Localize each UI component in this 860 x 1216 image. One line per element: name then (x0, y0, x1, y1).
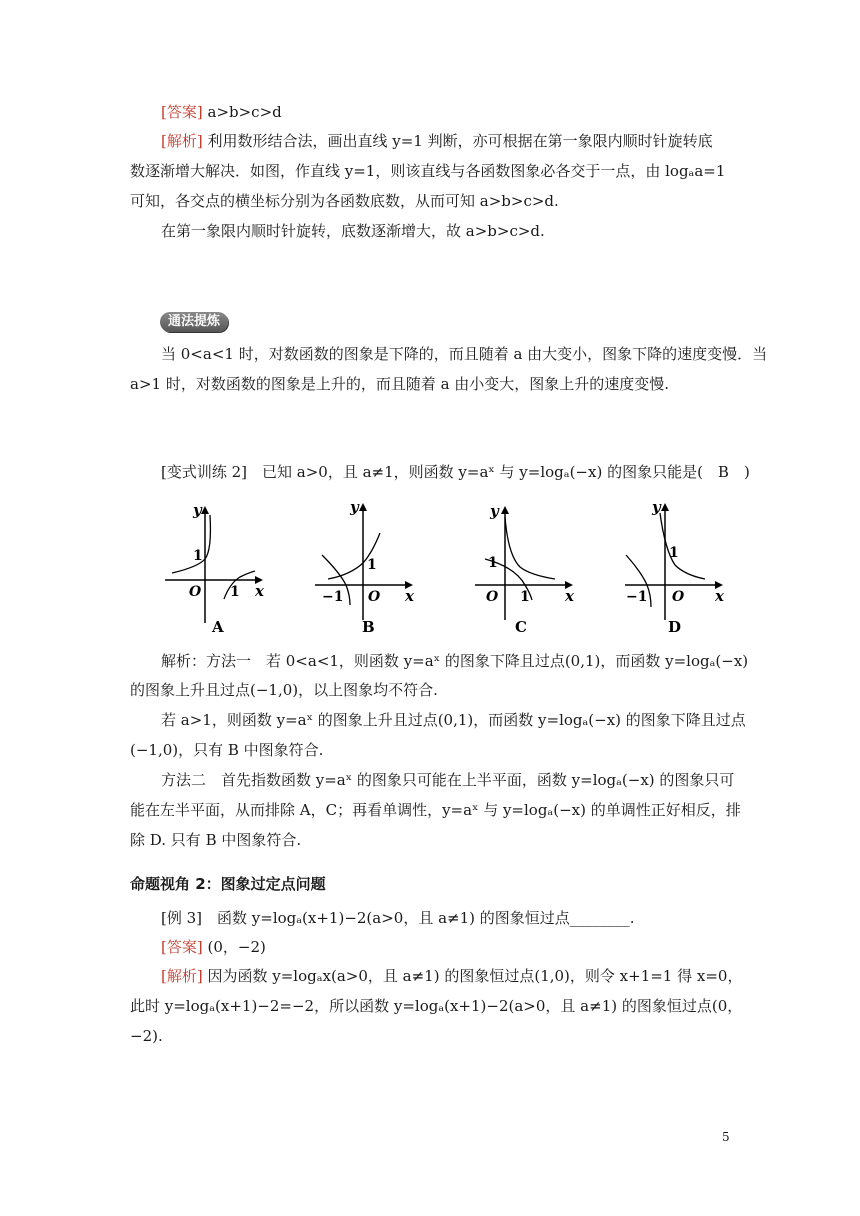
solution-line-6: 能在左半平面，从而排除 A，C；再看单调性，y=aˣ 与 y=logₐ(−x) 的单调性正好相反，排 (130, 801, 741, 819)
tick-label: 1 (488, 555, 498, 571)
y-axis-label: y (490, 502, 499, 520)
example-analysis-line-1 (161, 966, 742, 986)
solution-line-1: 解析：方法一 若 0<a<1，则函数 y=aˣ 的图象下降且过点(0,1)，而函数 y=logₐ(−x) (161, 652, 749, 670)
graph-d (620, 495, 730, 635)
answer-line (161, 102, 282, 122)
tick-label: 1 (669, 545, 679, 561)
tick-label: 1 (193, 548, 203, 564)
x-axis-label: x (715, 587, 724, 605)
answer-label: [答案] (161, 938, 203, 956)
analysis-text-2: 数逐渐增大解决．如图，作直线 y=1，则该直线与各函数图象必各交于一点，由 logₐa=1 (130, 162, 726, 180)
origin-label: O (672, 589, 685, 605)
origin-label: O (486, 589, 499, 605)
answer-label: [答案] (161, 103, 203, 121)
example-answer-line (161, 937, 266, 957)
analysis-label: [解析] (161, 132, 203, 150)
solution-line-3: 若 a>1，则函数 y=aˣ 的图象上升且过点(0,1)，而函数 y=logₐ(−x) 的图象下降且过点 (161, 711, 746, 729)
graph-a (160, 495, 270, 635)
tick-label: −1 (626, 589, 648, 605)
solution-line-2: 的图象上升且过点(−1,0)，以上图象均不符合. (130, 681, 438, 699)
exercise-question: [变式训练 2] 已知 a>0，且 a≠1，则函数 y=aˣ 与 y=logₐ(−x) 的图象只能是( B ) (161, 463, 750, 481)
summary-line-1: 当 0<a<1 时，对数函数的图象是下降的，而且随着 a 由大变小，图象下降的速度变慢．当 (161, 345, 768, 363)
graph-c (470, 495, 580, 635)
answer-text: (0，−2) (207, 938, 266, 956)
figure-d (620, 495, 730, 635)
analysis-line-1 (161, 131, 713, 151)
summary-line-2: a>1 时，对数函数的图象是上升的，而且随着 a 由小变大，图象上升的速度变慢. (130, 375, 670, 393)
x-axis-label: x (405, 587, 414, 605)
section-heading: 命题视角 2：图象过定点问题 (130, 875, 326, 893)
x-axis-label: x (255, 582, 264, 600)
tick-label: 1 (520, 589, 530, 605)
example-question: [例 3] 函数 y=logₐ(x+1)−2(a>0，且 a≠1) 的图象恒过点________. (161, 909, 635, 927)
y-axis-label: y (350, 498, 359, 516)
figure-c (470, 495, 580, 635)
y-axis-label: y (652, 498, 661, 516)
tick-label: −1 (322, 589, 344, 605)
figure-label: B (362, 618, 375, 635)
analysis-text: 因为函数 y=logₐx(a>0，且 a≠1) 的图象恒过点(1,0)，则令 x+1=1 得 x=0， (207, 967, 743, 985)
answer-text: a>b>c>d (207, 103, 282, 121)
tick-label: 1 (230, 584, 240, 600)
analysis-label: [解析] (161, 967, 203, 985)
figure-label: A (212, 618, 224, 635)
solution-line-7: 除 D. 只有 B 中图象符合. (130, 831, 302, 849)
origin-label: O (368, 589, 381, 605)
solution-line-5: 方法二 首先指数函数 y=aˣ 的图象只可能在上半平面，函数 y=logₐ(−x) 的图象只可 (161, 771, 735, 789)
figure-label: C (515, 618, 527, 635)
page-number: 5 (722, 1130, 730, 1144)
method-summary-badge: 通法提炼 (160, 312, 228, 332)
graph-b (310, 495, 420, 635)
tick-label: 1 (367, 557, 377, 573)
analysis-text-1: 利用数形结合法，画出直线 y=1 判断，亦可根据在第一象限内顺时针旋转底 (207, 132, 713, 150)
origin-label: O (189, 584, 202, 600)
example-analysis-line-3: −2). (130, 1027, 163, 1045)
figure-label: D (668, 618, 682, 635)
example-analysis-line-2: 此时 y=logₐ(x+1)−2=−2，所以函数 y=logₐ(x+1)−2(a>0，且 a≠1) 的图象恒过点(0， (130, 997, 743, 1015)
y-axis-label: y (193, 501, 202, 519)
analysis-text-3: 可知，各交点的横坐标分别为各函数底数，从而可知 a>b>c>d. (130, 192, 559, 210)
solution-line-4: (−1,0)，只有 B 中图象符合. (130, 741, 324, 759)
figure-a (160, 495, 270, 635)
figure-b (310, 495, 420, 635)
analysis-text-4: 在第一象限内顺时针旋转，底数逐渐增大，故 a>b>c>d. (161, 222, 545, 240)
x-axis-label: x (565, 587, 574, 605)
